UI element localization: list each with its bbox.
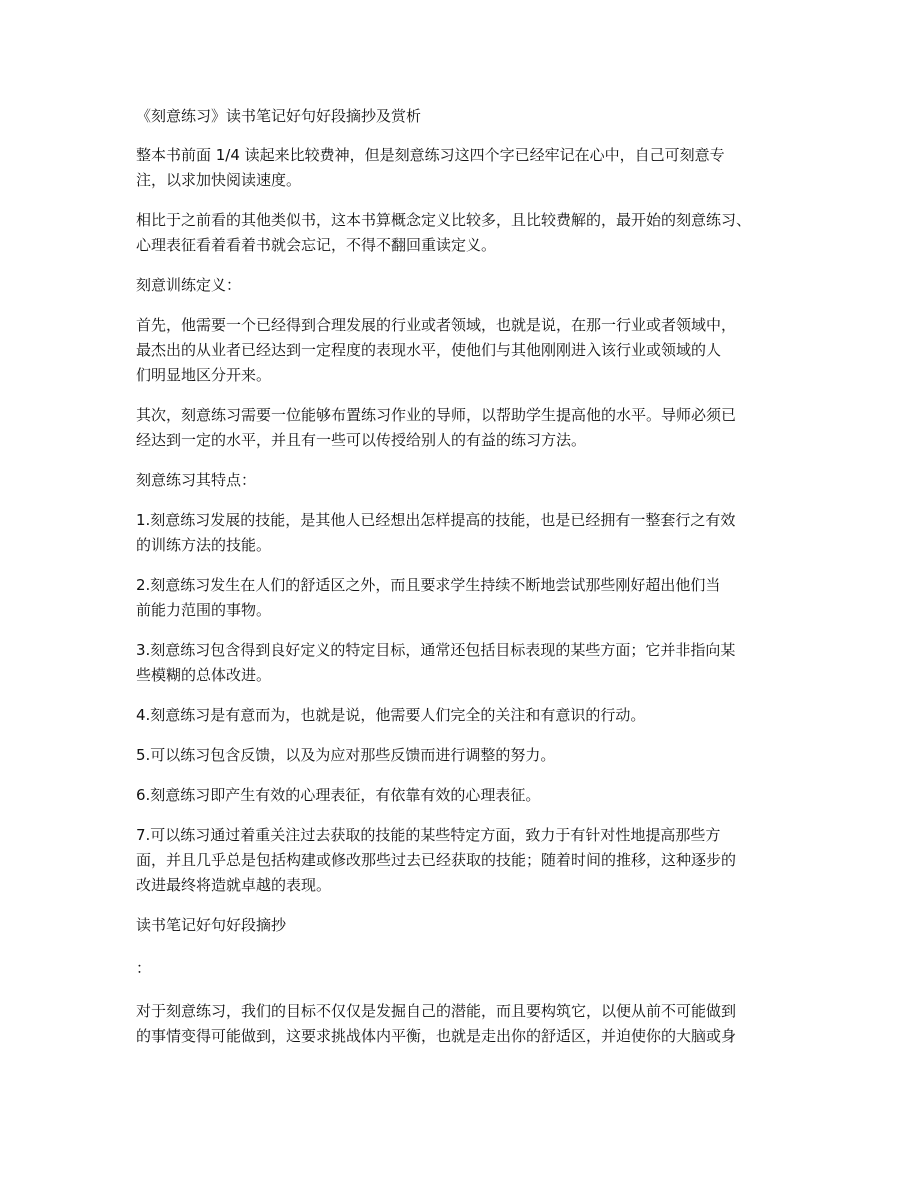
paragraph-second-condition: 其次，刻意练习需要一位能够布置练习作业的导师，以帮助学生提高他的水平。导师必须已 经达到一定的水平，并且有一些可以传授给别人的有益的练习方法。 — [136, 406, 737, 449]
document-body — [136, 104, 786, 1064]
feature-item-1: 1.刻意练习发展的技能，是其他人已经想出怎样提高的技能，也是已经拥有一整套行之有效 的训练方法的技能。 — [136, 511, 736, 554]
paragraph-intro: 整本书前面 1/4 读起来比较费神，但是刻意练习这四个字已经牢记在心中，自己可刻意专 注，以求加快阅读速度。 — [136, 146, 725, 189]
feature-item-2: 2.刻意练习发生在人们的舒适区之外，而且要求学生持续不断地尝试那些刚好超出他们当 前能力范围的事物。 — [136, 576, 721, 619]
paragraph-first-condition: 首先，他需要一个已经得到合理发展的行业或者领域，也就是说，在那一行业或者领域中， 最杰出的从业者已经达到一定程度的表现水平，使他们与其他刚刚进入该行业或领域的人 们明显地区分开来。 — [136, 316, 737, 384]
paragraph-comparison: 相比于之前看的其他类似书，这本书算概念定义比较多，且比较费解的，最开始的刻意练习、 心理表征看着看着书就会忘记，不得不翻回重读定义。 — [136, 211, 752, 254]
colon-marker: ： — [136, 959, 152, 977]
feature-item-3: 3.刻意练习包含得到良好定义的特定目标，通常还包括目标表现的某些方面；它并非指向某 些模糊的总体改进。 — [136, 641, 736, 684]
feature-item-7: 7.可以练习通过着重关注过去获取的技能的某些特定方面，致力于有针对性地提高那些方 面，并且几乎总是包括构建或修改那些过去已经获取的技能；随着时间的推移，这种逐步的 改进最终将造就卓越的表现。 — [136, 826, 737, 894]
feature-item-6: 6.刻意练习即产生有效的心理表征，有依靠有效的心理表征。 — [136, 786, 541, 804]
paragraph-closing: 对于刻意练习，我们的目标不仅仅是发掘自己的潜能，而且要构筑它，以便从前不可能做到 的事情变得可能做到，这要求挑战体内平衡，也就是走出你的舒适区，并迫使你的大脑或身 — [136, 1002, 737, 1045]
feature-item-5: 5.可以练习包含反馈，以及为应对那些反馈而进行调整的努力。 — [136, 746, 556, 764]
feature-item-4: 4.刻意练习是有意而为，也就是说，他需要人们完全的关注和有意识的行动。 — [136, 706, 646, 724]
section-heading-definition: 刻意训练定义： — [136, 276, 242, 294]
document-title: 《刻意练习》读书笔记好句好段摘抄及赏析 — [136, 107, 422, 125]
section-heading-excerpts: 读书笔记好句好段摘抄 — [136, 916, 287, 934]
section-heading-features: 刻意练习其特点： — [136, 471, 257, 489]
